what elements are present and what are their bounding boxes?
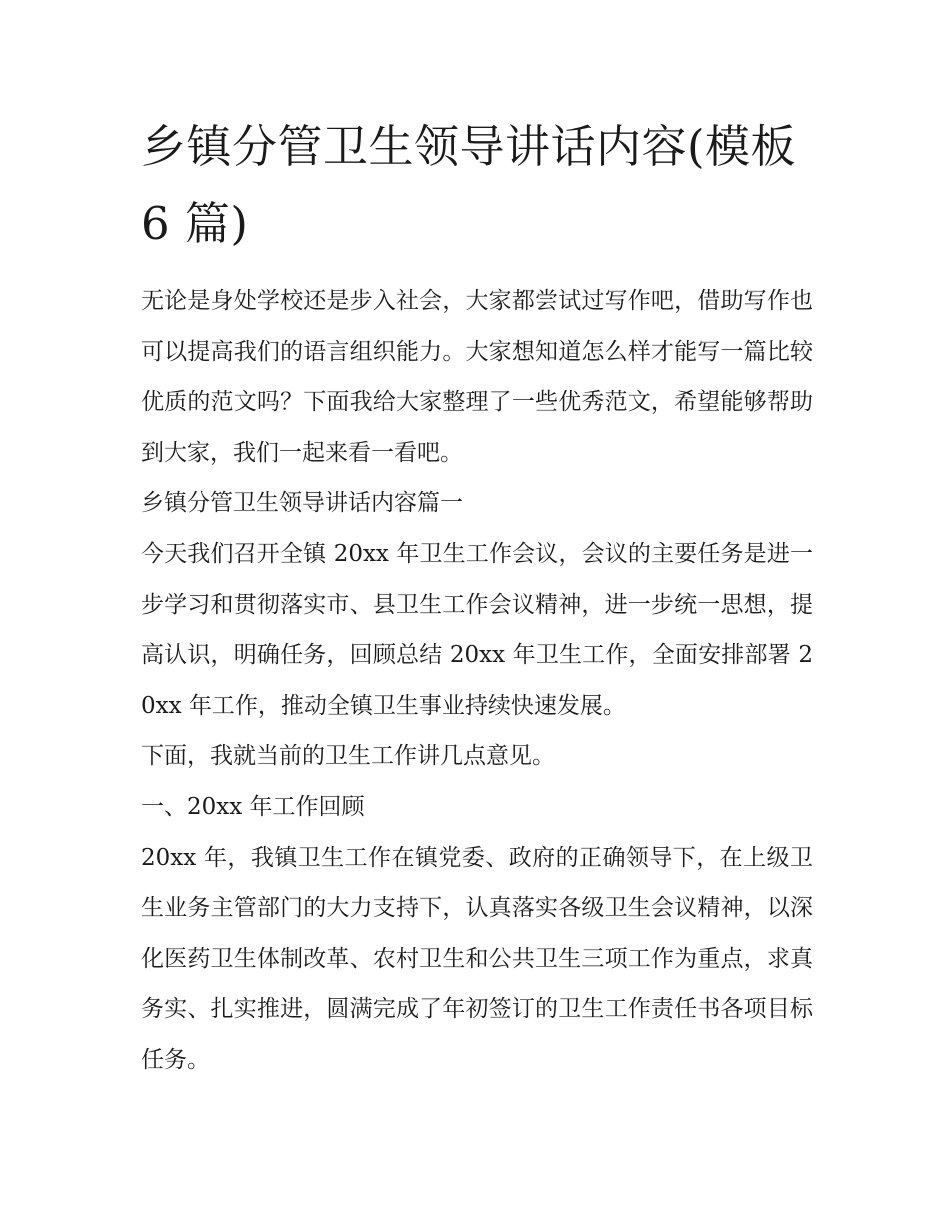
body-paragraph-opinions: 下面，我就当前的卫生工作讲几点意见。 <box>141 743 555 770</box>
intro-paragraph: 无论是身处学校还是步入社会，大家都尝试过写作吧，借助写作也可以提高我们的语言组织能力。大家想知道怎么样才能写一篇比较优质的范文吗？下面我给大家整理了一些优秀范文，希望能够帮助到大家，我们一起来看一看吧。 <box>141 288 813 466</box>
section-heading-review: 一、20xx 年工作回顾 <box>141 793 365 820</box>
body-paragraph-meeting: 今天我们召开全镇 20xx 年卫生工作会议，会议的主要任务是进一步学习和贯彻落实市、县卫生工作会议精神，进一步统一思想，提高认识，明确任务，回顾总结 20xx 年卫生工作，全面安排部署 20xx 年工作，推动全镇卫生事业持续快速发展。 <box>141 540 813 719</box>
paragraph-list <box>141 276 813 1086</box>
document-body <box>141 108 813 1086</box>
section-heading-part-one: 乡镇分管卫生领导讲话内容篇一 <box>141 490 463 517</box>
body-paragraph-review: 20xx 年，我镇卫生工作在镇党委、政府的正确领导下，在上级卫生业务主管部门的大力支持下，认真落实各级卫生会议精神，以深化医药卫生体制改革、农村卫生和公共卫生三项工作为重点，求真务实、扎实推进，圆满完成了年初签订的卫生工作责任书各项目标任务。 <box>141 844 813 1073</box>
document-title: 乡镇分管卫生领导讲话内容(模板 6 篇) <box>141 120 797 250</box>
